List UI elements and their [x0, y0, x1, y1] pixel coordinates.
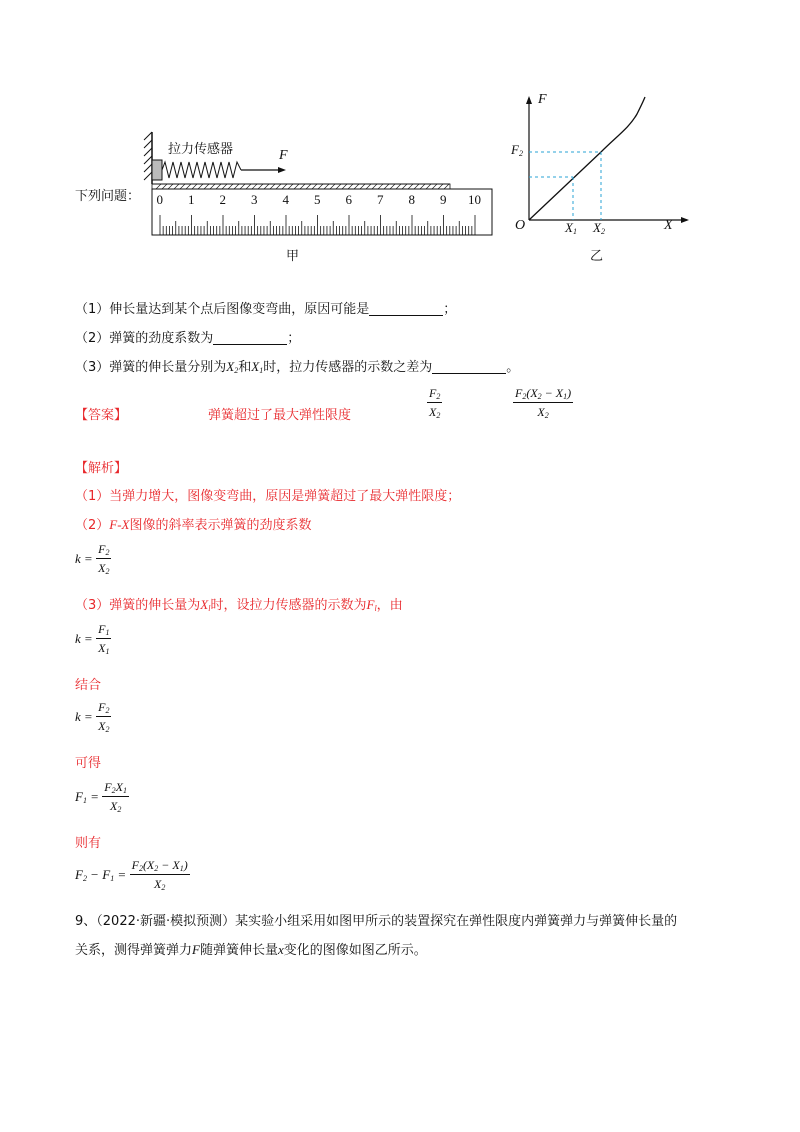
ruler-tick-label: 8	[408, 192, 415, 207]
force-label: F	[279, 148, 288, 163]
answer-text-1: 弹簧超过了最大弹性限度	[208, 408, 352, 423]
answer-blank-1[interactable]	[369, 301, 443, 316]
caption-right: 乙	[590, 249, 604, 264]
analysis-line-3: （3）弹簧的伸长量为$X_l$时，设拉力传感器的示数为$F_l$，由	[75, 597, 403, 613]
question-3: （3）弹簧的伸长量分别为$X_2$和$X_1$时，拉力传感器的示数之差为 。	[75, 359, 520, 375]
answer-blank-2[interactable]	[213, 330, 287, 345]
question-2: （2）弹簧的劲度系数为 ；	[75, 331, 301, 346]
analysis-label: 【解析】	[75, 461, 128, 476]
ruler-tick-label: 1	[188, 192, 195, 207]
ruler-tick-label: 7	[377, 192, 384, 207]
analysis-then: 则有	[75, 836, 102, 851]
ruler-tick-label: 4	[282, 192, 289, 207]
formula-k-2: k = $\frac{F_1}{X_1}$	[75, 622, 110, 656]
ruler-tick-label: 10	[468, 192, 481, 207]
answer-formula-3: $\frac{F_2(X_2 - X_1)}{X_2}$	[515, 386, 572, 420]
ruler-tick-label: 3	[251, 192, 258, 207]
graph-x2-label: $X_2$	[593, 220, 605, 236]
formula-difference: $F_2$ − $F_1$ = $\frac{F_2(X_2 - X_1)}{X_2}$	[75, 858, 188, 892]
ruler-tick-label: 5	[314, 192, 321, 207]
sensor-label: 拉力传感器	[168, 142, 234, 157]
answer-blank-3[interactable]	[432, 359, 506, 374]
next-question-line-1: 9、（2022·新疆·模拟预测）某实验小组采用如图甲所示的装置探究在弹性限度内弹簧弹力与弹簧伸长量的	[75, 914, 678, 929]
ruler-tick-label: 0	[156, 192, 163, 207]
analysis-line-2: （2）F-X图像的斜率表示弹簧的劲度系数	[75, 517, 312, 533]
graph-x-label: X	[664, 218, 673, 233]
answer-label: 【答案】	[75, 408, 128, 423]
analysis-line-1: （1）当弹力增大，图像变弯曲，原因是弹簧超过了最大弹性限度；	[75, 489, 461, 504]
answer-formula-2: $\frac{F_2}{X_2}$	[429, 386, 441, 420]
ruler-tick-label: 2	[219, 192, 226, 207]
formula-k-3: k = $\frac{F_2}{X_2}$	[75, 700, 110, 734]
caption-left: 甲	[286, 249, 300, 264]
question-1: （1）伸长量达到某个点后图像变弯曲，原因可能是 ；	[75, 302, 457, 317]
ruler-tick-label: 9	[440, 192, 447, 207]
formula-k-1: k = $\frac{F_2}{X_2}$	[75, 542, 110, 576]
force-curve	[529, 97, 645, 220]
graph-y-label: F	[538, 92, 547, 107]
analysis-obtain: 可得	[75, 756, 102, 771]
graph-f2-label: $F_2$	[511, 142, 523, 158]
graph-origin-label: O	[515, 218, 526, 233]
intro-label: 下列问题：	[75, 189, 141, 204]
analysis-combine: 结合	[75, 678, 102, 693]
graph-x1-label: $X_1$	[565, 220, 577, 236]
next-question-line-2: 关系，测得弹簧弹力F随弹簧伸长量x变化的图像如图乙所示。	[75, 942, 427, 958]
ruler-tick-label: 6	[345, 192, 352, 207]
formula-f1: $F_1$ = $\frac{F_2X_1}{X_2}$	[75, 780, 127, 814]
